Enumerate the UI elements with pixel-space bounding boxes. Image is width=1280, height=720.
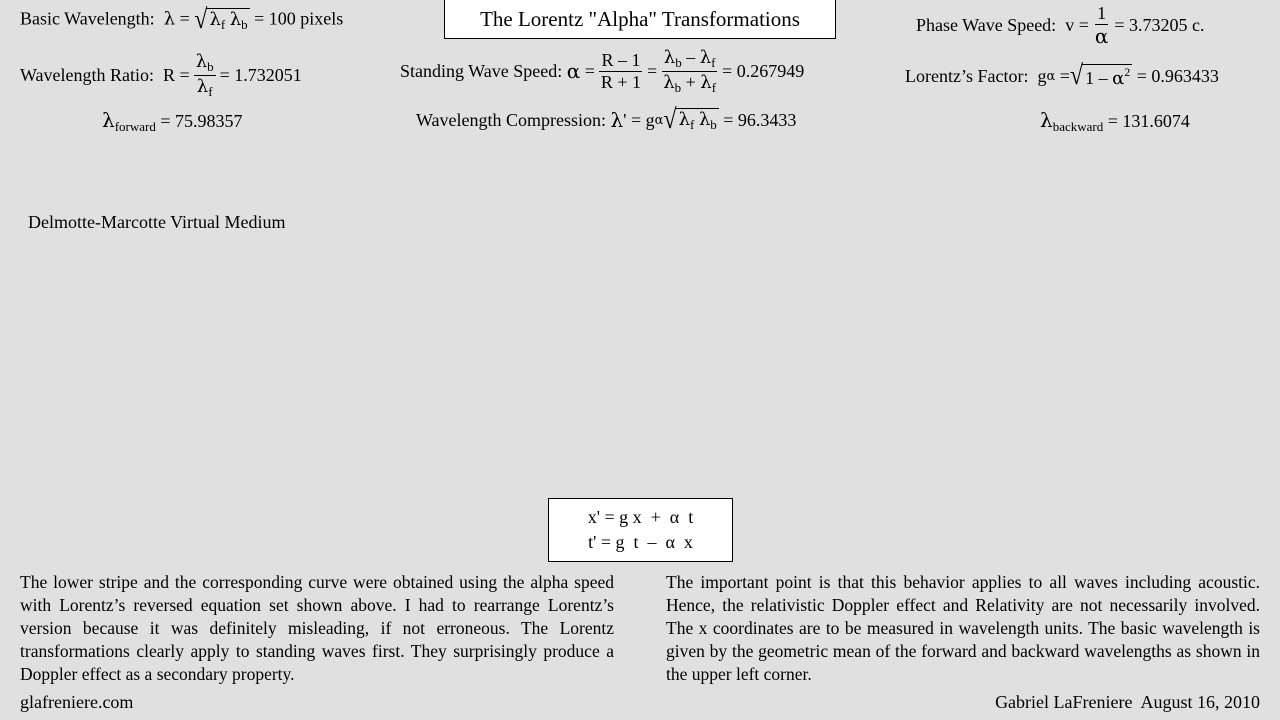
lorentz-factor-formula: Lorentz’s Factor: g α = √ $1 - \alpha^2$ = 0.963433: [905, 60, 1219, 91]
standing-wave-speed-value: = 0.267949: [722, 60, 805, 81]
sqrt-symbol: √ $\lambda_f$ $\lambda_b$: [194, 5, 248, 35]
standing-wave-speed-formula: Standing Wave Speed: α = $\frac{R - 1}{R + 1}$ = $\frac{\lambda_b - \lambda_f}{\lambda_b + \lambda_f}$ = 0.267949: [400, 47, 805, 95]
author-date: Gabriel LaFreniere August 16, 2010: [995, 692, 1260, 712]
transformation-t: t' = g t – α x: [588, 532, 693, 552]
phase-wave-speed-formula: Phase Wave Speed: v = $\frac{1}{\alpha}$ = 3.73205 c.: [916, 3, 1205, 48]
wavelength-ratio-formula: Wavelength Ratio: R = $\frac{\lambda_b}{\lambda_f}$ = 1.732051: [20, 51, 302, 99]
wavelength-ratio-label: Wavelength Ratio:: [20, 64, 155, 85]
phase-wave-speed-value: 3.73205 c.: [1129, 14, 1205, 35]
page-title: [444, 0, 836, 39]
basic-wavelength-label: Basic Wavelength:: [20, 8, 155, 29]
lorentz-factor-label: Lorentz’s Factor:: [905, 65, 1029, 86]
lorentz-factor-value: 0.963433: [1151, 65, 1219, 86]
medium-label: Delmotte-Marcotte Virtual Medium: [28, 212, 286, 232]
wavelength-ratio-value: 1.732051: [234, 64, 302, 85]
website-link[interactable]: glafreniere.com: [20, 692, 134, 712]
paragraph-right: The important point is that this behavior applies to all waves including acoustic. Hence, the relativistic Doppler effect and Relativity are not necessarily involved. The x coordinates are to be measured in wavelength units. The basic wavelength is given by the geometric mean of the forward and backward wavelengths as shown in the upper left corner.: [666, 572, 1260, 684]
wavelength-compression-formula: Wavelength Compression: λ ' = g α √ $\lambda_f$ $\lambda_b$ = 96.3433: [416, 105, 797, 135]
sqrt-symbol: √ $1 - \alpha^2$: [1069, 60, 1131, 91]
phase-wave-speed-label: Phase Wave Speed:: [916, 14, 1057, 35]
paragraph-left: The lower stripe and the corresponding curve were obtained using the alpha speed with Lorentz’s reversed equation set shown above. I had to rearrange Lorentz’s version because it was definitely misleading, if not erroneous. The Lorentz transformations clearly apply to standing waves first. They surprisingly produce a Doppler effect as a secondary property.: [20, 572, 614, 684]
transformations-box: [548, 498, 733, 562]
basic-wavelength-formula: Basic Wavelength: λ = √ $\lambda_f$ $\lambda_b$ = 100 pixels: [20, 5, 344, 35]
lambda-forward-value: = 75.98357: [160, 111, 243, 131]
standing-wave-speed-label: Standing Wave Speed:: [400, 60, 563, 81]
transformation-x: x' = g x + α t: [587, 506, 694, 527]
sqrt-symbol: √ $\lambda_f$ $\lambda_b$: [663, 105, 717, 135]
basic-wavelength-value: = 100 pixels: [254, 8, 344, 29]
page-title-text: The Lorentz "Alpha" Transformations: [480, 6, 800, 31]
wavelength-compression-label: Wavelength Compression:: [416, 109, 607, 130]
wavelength-compression-value: 96.3433: [737, 109, 797, 130]
lambda-forward: $\lambda_{forward} = 75.98357$: [102, 108, 243, 134]
lambda-backward: $\lambda_{backward} = 131.6074$: [1040, 108, 1190, 134]
lambda-backward-value: = 131.6074: [1107, 111, 1190, 131]
